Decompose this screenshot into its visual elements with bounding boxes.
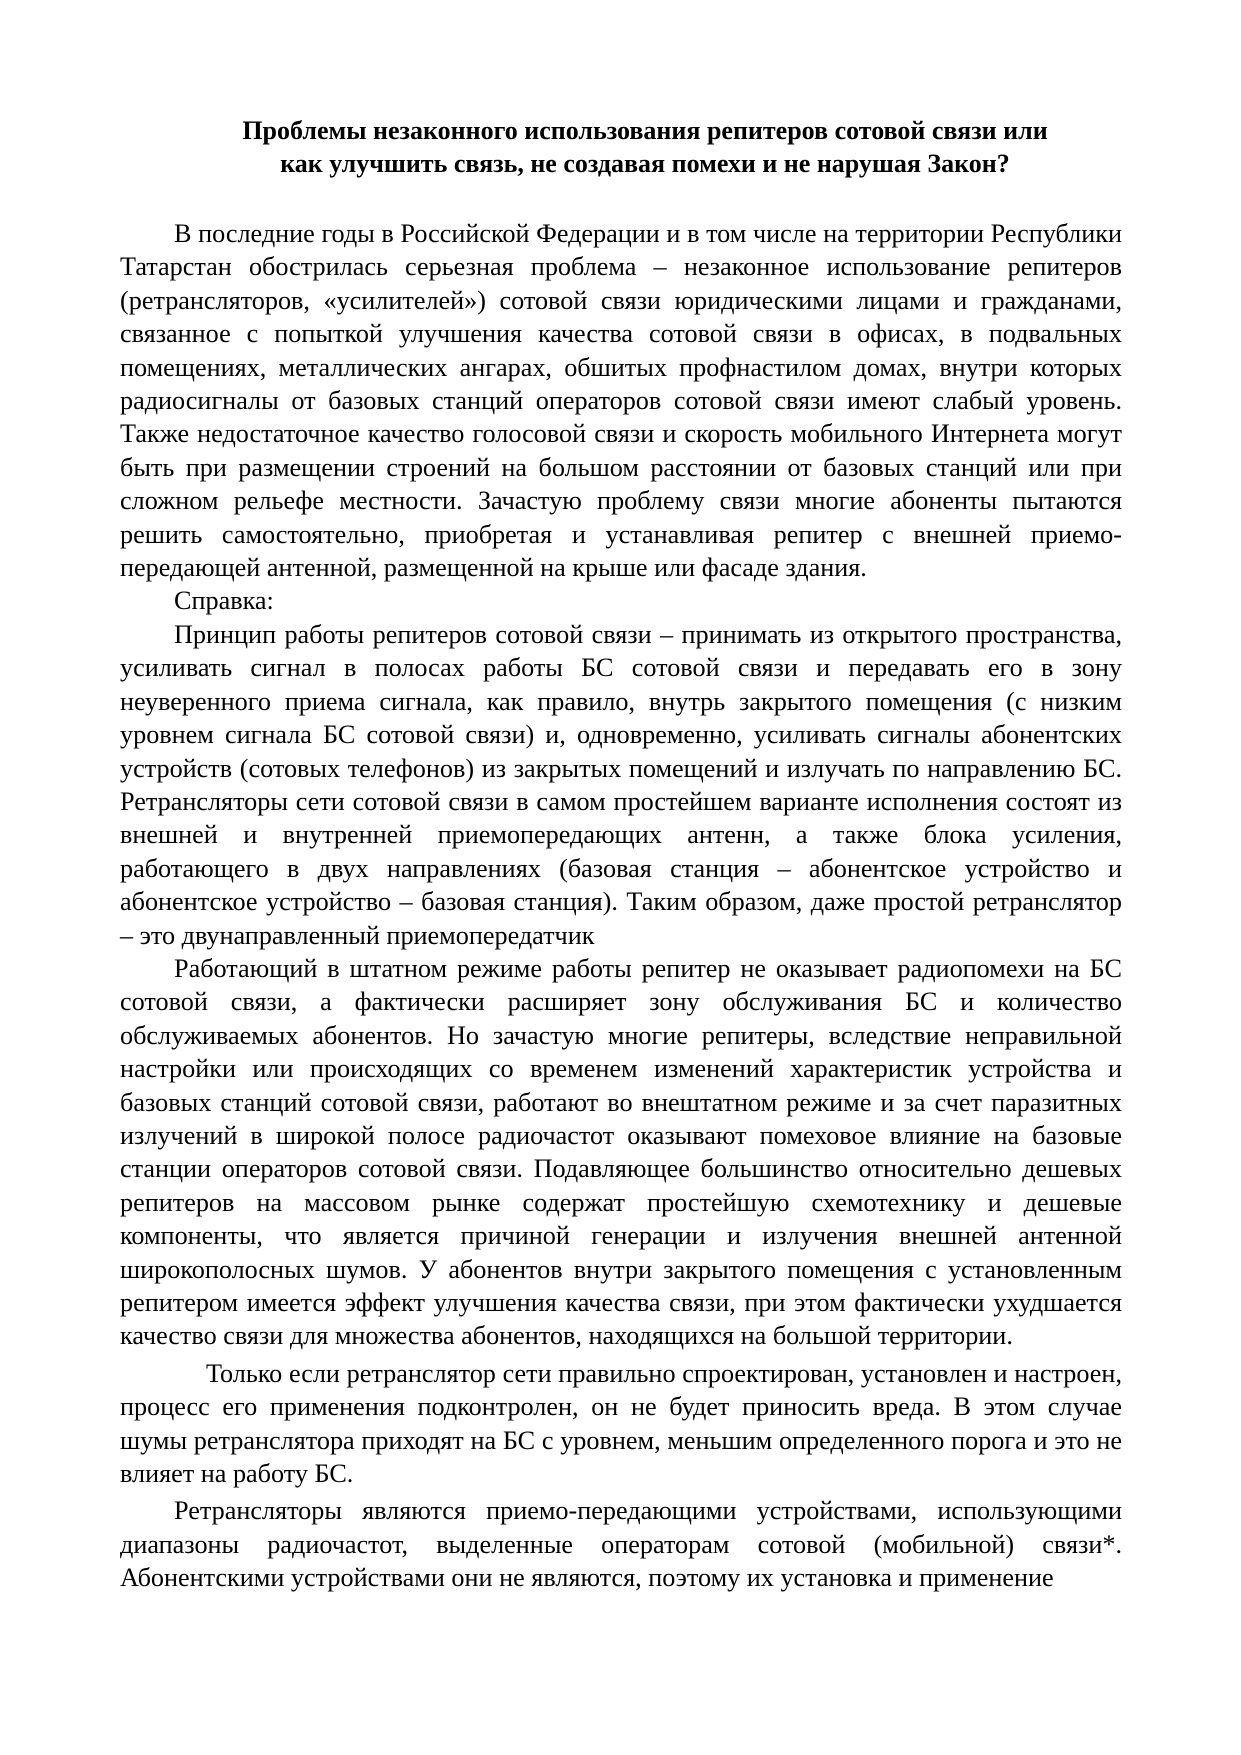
paragraph-legal-status: Ретрансляторы являются приемо-передающими устройствами, использующими диапазоны радиочастот, выделенные операторам сотовой (мобильной) связи*. Абонентскими устройствами они не являются, поэтому их установка и применение <box>120 1496 1122 1593</box>
document-title <box>180 114 1110 180</box>
paragraph-repeater-interference: Работающий в штатном режиме работы репитер не оказывает радиопомехи на БС сотовой связи, а фактически расширяет зону обслуживания БС и количество обслуживаемых абонентов. Но зачастую многие репитеры, вследствие неправильной настройки или происходящих со временем изменений характеристик устройства и базовых станций сотовой связи, работают во внештатном режиме и за счет паразитных излучений в широкой полосе радиочастот оказывают помеховое влияние на базовые станции операторов сотовой связи. Подавляющее большинство относительно дешевых репитеров на массовом рынке содержат простейшую схемотехнику и дешевые компоненты, что является причиной генерации и излучения внешней антенной широкополосных шумов. У абонентов внутри закрытого помещения с установленным репитером имеется эффект улучшения качества связи, при этом фактически ухудшается качество связи для множества абонентов, находящихся на большой территории. <box>120 953 1122 1351</box>
paragraph-repeater-principle: Принцип работы репитеров сотовой связи – принимать из открытого пространства, усиливать сигнал в полосах работы БС сотовой связи и передавать его в зону неуверенного приема сигнала, как правило, внутрь закрытого помещения (с низким уровнем сигнала БС сотовой связи) и, одновременно, усиливать сигналы абонентских устройств (сотовых телефонов) из закрытых помещений и излучать по направлению БС. Ретрансляторы сети сотовой связи в самом простейшем варианте исполнения состоят из внешней и внутренней приемопередающих антенн, а также блока усиления, работающего в двух направлениях (базовая станция – абонентское устройство и абонентское устройство – базовая станция). Таким образом, даже простой ретранслятор – это двунаправленный приемопередатчик <box>120 619 1122 950</box>
title-line-2: как улучшить связь, не создавая помехи и не нарушая Закон? <box>280 149 1010 178</box>
paragraph-reference-heading: Справка: <box>174 586 274 616</box>
title-line-1: Проблемы незаконного использования репитеров сотовой связи или <box>242 116 1048 145</box>
document-body <box>120 217 1122 1595</box>
paragraph-intro: В последние годы в Российской Федерации и в том числе на территории Республики Татарстан обострилась серьезная проблема – незаконное использование репитеров (ретрансляторов, «усилителей») сотовой связи юридическими лицами и гражданами, связанное с попыткой улучшения качества сотовой связи в офисах, в подвальных помещениях, металлических ангарах, обшитых профнастилом домах, внутри которых радиосигналы от базовых станций операторов сотовой связи имеют слабый уровень. Также недостаточное качество голосовой связи и скорость мобильного Интернета могут быть при размещении строений на большом расстоянии от базовых станций или при сложном рельефе местности. Зачастую проблему связи многие абоненты пытаются решить самостоятельно, приобретая и устанавливая репитер с внешней приемо-передающей антенной, размещенной на крыше или фасаде здания. <box>120 219 1122 583</box>
paragraph-proper-setup: Только если ретранслятор сети правильно спроектирован, установлен и настроен, процесс его применения подконтролен, он не будет приносить вреда. В этом случае шумы ретранслятора приходят на БС с уровнем, меньшим определенного порога и это не влияет на работу БС. <box>120 1358 1122 1489</box>
